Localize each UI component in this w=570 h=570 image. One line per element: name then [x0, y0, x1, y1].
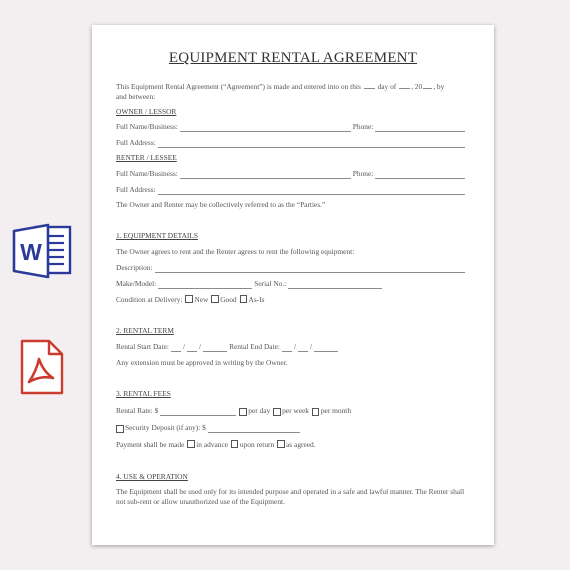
payment-row: Payment shall be made in advance upon return as agreed.: [116, 440, 316, 449]
section-1-text: The Owner agrees to rent and the Renter agrees to rent the following equipment:: [116, 247, 355, 256]
condition-good-checkbox[interactable]: [211, 295, 219, 303]
extension-text: Any extension must be approved in writing by the Owner.: [116, 358, 288, 367]
condition-asis-checkbox[interactable]: [240, 295, 248, 303]
document-title: EQUIPMENT RENTAL AGREEMENT: [168, 50, 418, 66]
end-day-field[interactable]: [298, 344, 308, 352]
word-letter: W: [20, 239, 42, 265]
section-3-heading: 3. RENTAL FEES: [116, 389, 171, 398]
intro-paragraph: This Equipment Rental Agreement (“Agreement”) is made and entered into on this day of , 20 , by and between:: [116, 82, 445, 101]
rental-rate-row: Rental Rate: $ per day per week per month: [116, 406, 352, 415]
make-model-row: Make/Model: Serial No.:: [116, 279, 384, 289]
word-document-icon[interactable]: [12, 222, 72, 280]
rental-rate-field[interactable]: [160, 408, 236, 416]
condition-row: Condition at Delivery: New Good As-Is: [116, 295, 265, 304]
deposit-checkbox[interactable]: [116, 425, 124, 433]
upon-return-checkbox[interactable]: [231, 440, 239, 448]
owner-name-field[interactable]: [180, 124, 351, 132]
per-month-checkbox[interactable]: [312, 408, 320, 416]
make-model-field[interactable]: [158, 281, 252, 289]
owner-heading: OWNER / LESSOR: [116, 107, 177, 116]
end-year-field[interactable]: [314, 344, 338, 352]
owner-phone-field[interactable]: [375, 124, 465, 132]
start-day-field[interactable]: [187, 344, 197, 352]
document-page: [92, 25, 494, 545]
per-week-checkbox[interactable]: [273, 408, 281, 416]
rental-term-row: Rental Start Date: / / Rental End Date: / /: [116, 342, 340, 352]
as-agreed-checkbox[interactable]: [277, 440, 285, 448]
renter-heading: RENTER / LESSEE: [116, 153, 177, 162]
in-advance-checkbox[interactable]: [187, 440, 195, 448]
deposit-row: Security Deposit (if any): $: [116, 423, 302, 433]
section-4-heading: 4. USE & OPERATION: [116, 472, 188, 481]
renter-address-field[interactable]: [158, 187, 465, 195]
end-month-field[interactable]: [282, 344, 292, 352]
renter-name-field[interactable]: [180, 171, 351, 179]
renter-name-row: Full Name/Business: Phone:: [116, 169, 467, 179]
owner-name-row: Full Name/Business: Phone:: [116, 122, 467, 132]
pdf-document-icon[interactable]: [19, 338, 65, 396]
section-4-text: The Equipment shall be used only for its intended purpose and operated in a safe and lawful manner. The Renter shall not sub-rent or allow unauthorized use of the Equipment.: [116, 487, 465, 506]
deposit-field[interactable]: [208, 425, 300, 433]
owner-address-field[interactable]: [158, 140, 465, 148]
owner-address-row: Full Address:: [116, 138, 467, 148]
parties-text: The Owner and Renter may be collectively referred to as the “Parties.”: [116, 200, 326, 209]
per-day-checkbox[interactable]: [239, 408, 247, 416]
renter-address-row: Full Address:: [116, 185, 467, 195]
description-row: Description:: [116, 263, 467, 273]
serial-field[interactable]: [288, 281, 382, 289]
renter-phone-field[interactable]: [375, 171, 465, 179]
start-year-field[interactable]: [203, 344, 227, 352]
start-month-field[interactable]: [171, 344, 181, 352]
section-1-heading: 1. EQUIPMENT DETAILS: [116, 231, 198, 240]
condition-new-checkbox[interactable]: [185, 295, 193, 303]
description-field[interactable]: [155, 265, 465, 273]
section-2-heading: 2. RENTAL TERM: [116, 326, 174, 335]
